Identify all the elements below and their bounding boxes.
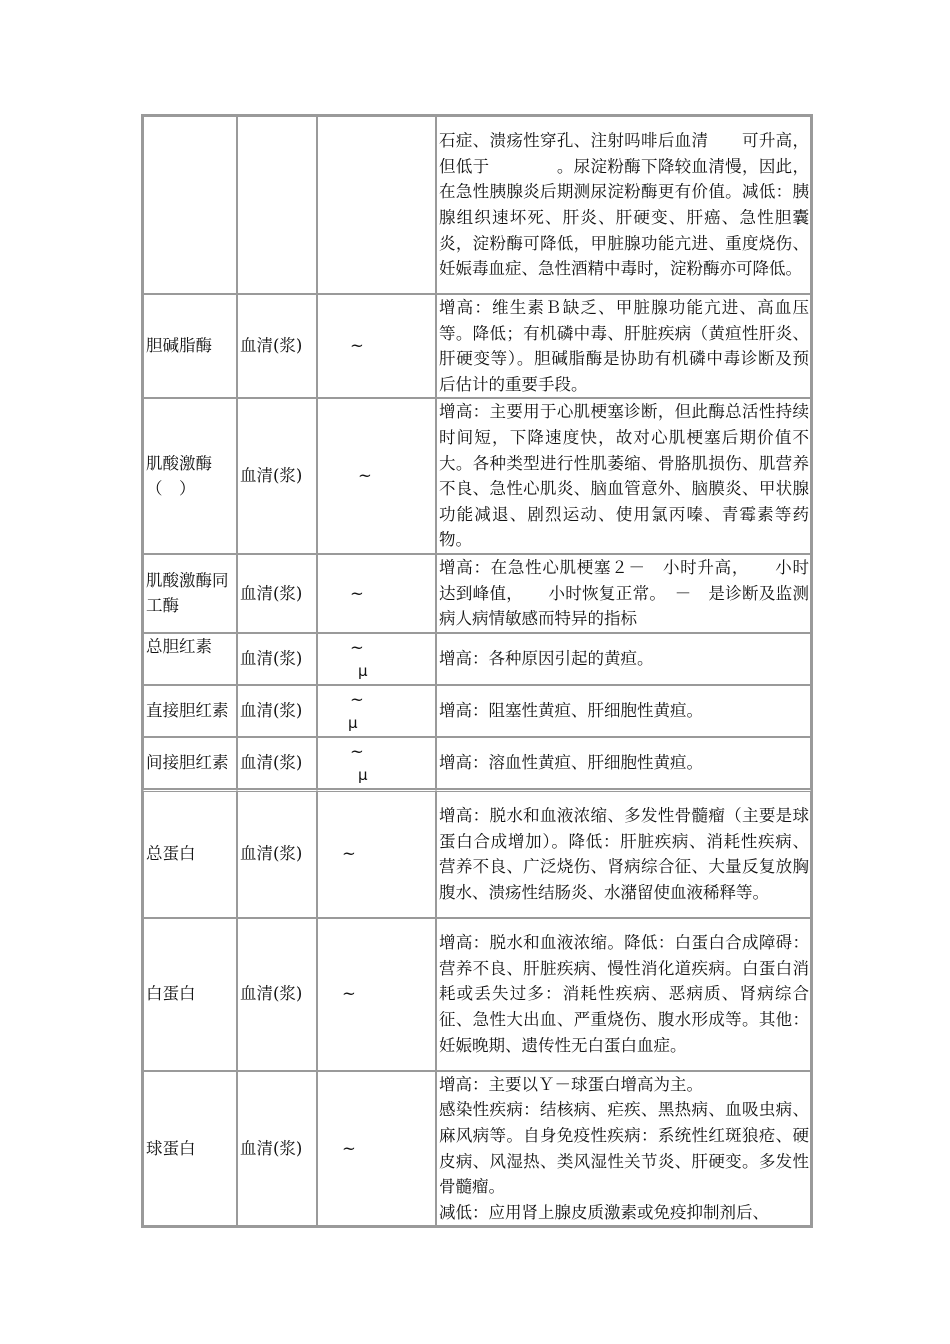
reference-range: ~ bbox=[342, 1138, 356, 1158]
clinical-significance-cell: 增高：阻塞性黄疸、肝细胞性黄疸。 bbox=[436, 685, 811, 737]
reference-range: ~ bbox=[342, 844, 356, 864]
reference-range: ~ bbox=[358, 466, 372, 486]
table-row bbox=[143, 737, 811, 789]
reference-range: ~ bbox=[350, 336, 364, 356]
test-name-cell: 直接胆红素 bbox=[143, 685, 237, 737]
test-name-cell: 间接胆红素 bbox=[143, 737, 237, 789]
reference-range: ~ bbox=[350, 637, 364, 657]
reference-cell bbox=[317, 633, 436, 685]
reference-range: ~ bbox=[342, 984, 356, 1004]
clinical-significance-cell: 增高：溶血性黄疸、肝细胞性黄疸。 bbox=[436, 737, 811, 789]
reference-range: ~ bbox=[350, 741, 364, 761]
table-row bbox=[143, 633, 811, 685]
table-row bbox=[143, 1071, 811, 1227]
reference-cell bbox=[317, 294, 436, 398]
test-name-cell bbox=[143, 116, 237, 294]
reference-range: ~ bbox=[350, 583, 364, 603]
test-name-cell: 球蛋白 bbox=[143, 1071, 237, 1227]
clinical-significance-cell: 增高：脱水和血液浓缩。降低：白蛋白合成障碍：营养不良、肝脏疾病、慢性消化道疾病。白蛋白消耗或丢失过多：消耗性疾病、恶病质、肾病综合征、急性大出血、严重烧伤、腹水形成等。其他：妊娠晚期、遗传性无白蛋白血症。 bbox=[436, 918, 811, 1071]
table-row bbox=[143, 685, 811, 737]
reference-unit: μ bbox=[358, 661, 368, 680]
reference-cell bbox=[317, 737, 436, 789]
specimen-cell: 血清(浆) bbox=[237, 633, 317, 685]
test-name-cell: 白蛋白 bbox=[143, 918, 237, 1071]
specimen-cell: 血清(浆) bbox=[237, 918, 317, 1071]
reference-cell bbox=[317, 1071, 436, 1227]
reference-cell bbox=[317, 398, 436, 554]
clinical-significance-cell: 石症、溃疡性穿孔、注射吗啡后血清 可升高，但低于 。尿淀粉酶下降较血清慢，因此，在急性胰腺炎后期测尿淀粉酶更有价值。减低：胰腺组织速坏死、肝炎、肝硬变、肝癌、急性胆囊炎，淀粉酶可降低，甲脏腺功能亢进、重度烧伤、妊娠毒血症、急性酒精中毒时，淀粉酶亦可降低。 bbox=[436, 116, 811, 294]
test-name-cell: 胆碱脂酶 bbox=[143, 294, 237, 398]
table-row bbox=[143, 398, 811, 554]
reference-cell bbox=[317, 918, 436, 1071]
specimen-cell: 血清(浆) bbox=[237, 789, 317, 918]
specimen-cell: 血清(浆) bbox=[237, 294, 317, 398]
reference-cell bbox=[317, 789, 436, 918]
lab-test-table bbox=[141, 114, 842, 1228]
clinical-significance-cell: 增高：主要用于心肌梗塞诊断，但此酶总活性持续时间短，下降速度快，故对心肌梗塞后期价值不大。各种类型进行性肌萎缩、骨胳肌损伤、肌营养不良、急性心肌炎、脑血管意外、脑膜炎、甲状腺功能减退、剧烈运动、使用氯丙嗪、青霉素等药物。 bbox=[436, 398, 811, 554]
specimen-cell: 血清(浆) bbox=[237, 685, 317, 737]
specimen-cell bbox=[237, 116, 317, 294]
table-row bbox=[143, 294, 811, 398]
clinical-significance-cell: 增高：各种原因引起的黄疸。 bbox=[436, 633, 811, 685]
reference-cell bbox=[317, 116, 436, 294]
reference-unit: μ bbox=[358, 765, 368, 784]
test-name-cell: 肌酸激酶同工酶 bbox=[143, 554, 237, 633]
clinical-significance-cell: 增高：在急性心肌梗塞２－ 小时升高， 小时达到峰值， 小时恢复正常。 － 是诊断及监测 病人病情敏感而特异的指标 bbox=[436, 554, 811, 633]
table-row bbox=[143, 116, 811, 294]
table-row bbox=[143, 789, 811, 918]
test-name-cell: 肌酸激酶（ ） bbox=[143, 398, 237, 554]
clinical-significance-cell: 增高：主要以Ｙ－球蛋白增高为主。 感染性疾病：结核病、疟疾、黑热病、血吸虫病、麻风病等。自身免疫性疾病：系统性红斑狼疮、硬皮病、风湿热、类风湿性关节炎、肝硬变。多发性骨髓瘤。 减低：应用肾上腺皮质激素或免疫抑制剂后、 bbox=[436, 1071, 811, 1227]
reference-unit: μ bbox=[348, 713, 358, 732]
clinical-significance-cell: 增高：维生素Ｂ缺乏、甲脏腺功能亢进、高血压等。降低；有机磷中毒、肝脏疾病（黄疸性肝炎、肝硬变等）。胆碱脂酶是协助有机磷中毒诊断及预后估计的重要手段。 bbox=[436, 294, 811, 398]
reference-range: ~ bbox=[350, 689, 364, 709]
specimen-cell: 血清(浆) bbox=[237, 398, 317, 554]
clinical-significance-cell: 增高：脱水和血液浓缩、多发性骨髓瘤（主要是球蛋白合成增加）。降低：肝脏疾病、消耗性疾病、营养不良、广泛烧伤、肾病综合征、大量反复放胸腹水、溃疡性结肠炎、水潴留使血液稀释等。 bbox=[436, 789, 811, 918]
specimen-cell: 血清(浆) bbox=[237, 554, 317, 633]
table-row bbox=[143, 554, 811, 633]
table-row bbox=[143, 918, 811, 1071]
reference-cell bbox=[317, 554, 436, 633]
specimen-cell: 血清(浆) bbox=[237, 1071, 317, 1227]
test-name-cell: 总蛋白 bbox=[143, 789, 237, 918]
test-name-cell: 总胆红素 bbox=[143, 633, 237, 685]
reference-cell bbox=[317, 685, 436, 737]
specimen-cell: 血清(浆) bbox=[237, 737, 317, 789]
